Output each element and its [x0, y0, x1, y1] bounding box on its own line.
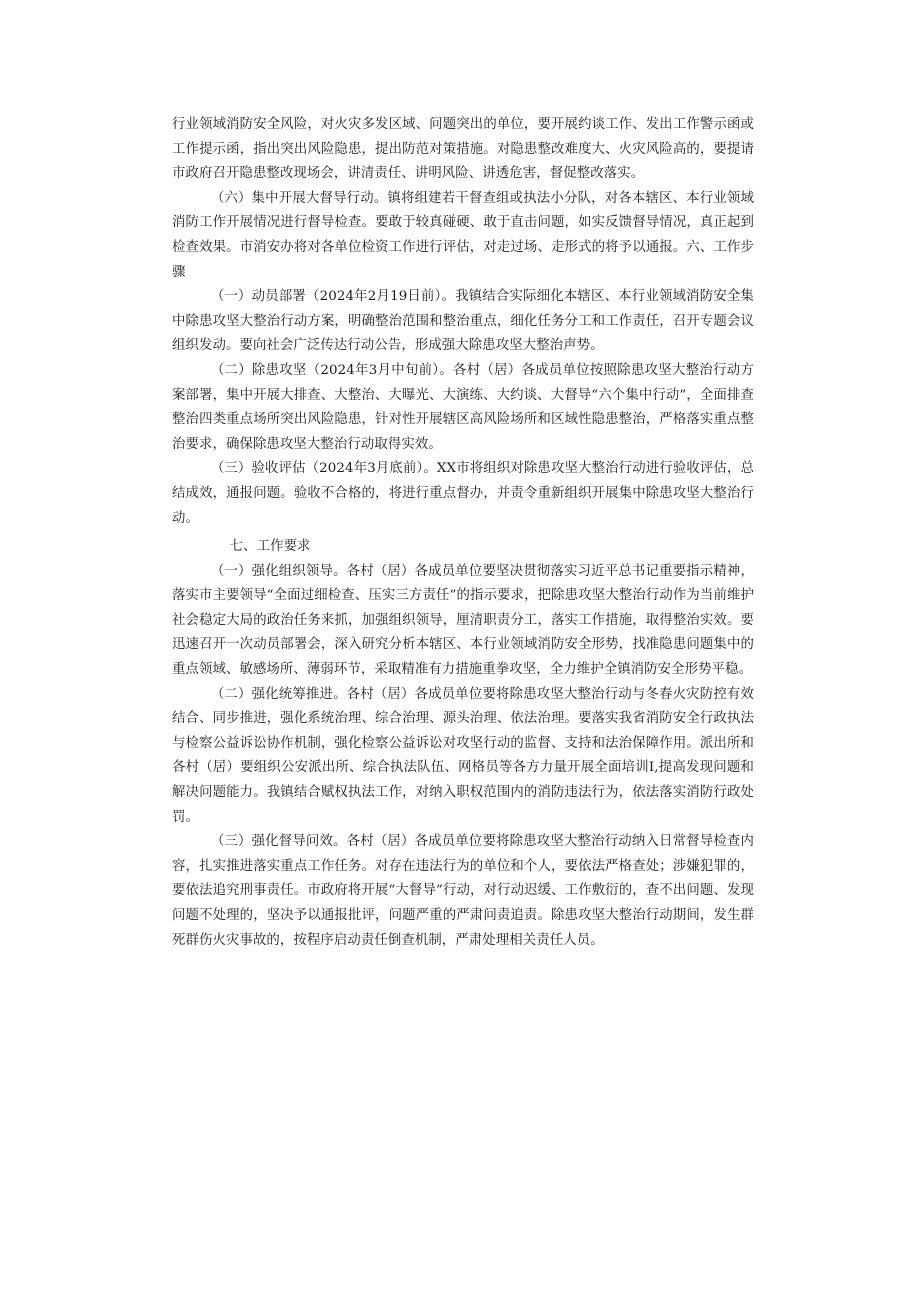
paragraph-supervision-accountability: （三）强化督导问效。各村（居）各成员单位要将除患攻坚大整治行动纳入日常督导检查内容，扎实推进落实重点工作任务。对存在违法行为的单位和个人，要依法严格查处；涉嫌犯罪的，要依法追究刑事责任。市政府将开展“大督导”行动，对行动迟缓、工作敷衍的，查不出问题、发现问题不处理的，坚决予以通报批评，问题严重的严肃问责追责。除患攻坚大整治行动期间，发生群死群伤火灾事故的，按程序启动责任倒查机制，严肃处理相关责任人员。 [172, 834, 754, 948]
paragraph-organizational-leadership: （一）强化组织领导。各村（居）各成员单位要坚决贯彻落实习近平总书记重要指示精神，落实市主要领导“全面过细检查、压实三方责任”的指示要求，把除患攻坚大整治行动作为当前维护社会稳定大局的政治任务来抓，加强组织领导，厘清职责分工，落实工作措施，取得整治实效。要迅速召开一次动员部署会，深入研究分析本辖区、本行业领域消防安全形势，找准隐患问题集中的重点领域、敏感场所、薄弱环节，采取精准有力措施重拳攻坚，全力维护全镇消防安全形势平稳。 [172, 563, 754, 678]
paragraph-acceptance-evaluation: （三）验收评估（2024年3月底前）。XX市将组织对除患攻坚大整治行动进行验收评估，总结成效，通报问题。验收不合格的，将进行重点督办，并责令重新组织开展集中除患攻坚大整治行动。 [172, 461, 754, 526]
paragraph-coordinated-promotion: （二）强化统筹推进。各村（居）各成员单位要将除患攻坚大整治行动与冬春火灾防控有效结合、同步推进，强化系统治理、综合治理、源头治理、依法治理。要落实我省消防安全行政执法与检察公益诉讼协作机制，强化检察公益诉讼对攻坚行动的监督、支持和法治保障作用。派出所和各村（居）要组织公安派出所、综合执法队伍、网格员等各方力量开展全面培训I,提高发现问题和解决问题能力。我镇结合赋权执法工作，对纳入职权范围内的消防违法行为，依法落实消防行政处罚。 [172, 686, 754, 825]
paragraph-inspection-action: （六）集中开展大督导行动。镇将组建若干督查组或执法小分队，对各本辖区、本行业领域消防工作开展情况进行督导检查。要敢于较真碰硬、敢于直击问题，如实反馈督导情况，真正起到检查效果。市消安办将对各单位检资工作进行评估，对走过场、走形式的将予以通报。六、工作步骤 [172, 190, 754, 280]
paragraph-hazard-removal: （二）除患攻坚（2024年3月中旬前）。各村（居）各成员单位按照除患攻坚大整治行动方案部署，集中开展大排查、大整治、大曝光、大演练、大约谈、大督导“六个集中行动”，全面排查整治四类重点场所突出风险隐患，针对性开展辖区高风险场所和区域性隐患整治，严格落实重点整治要求，确保除患攻坚大整治行动取得实效。 [172, 362, 754, 452]
paragraph-mobilization: （一）动员部署（2024年2月19日前）。我镇结合实际细化本辖区、本行业领域消防安全集中除患攻坚大整治行动方案，明确整治范围和整治重点，细化任务分工和工作责任，召开专题会议组织发动。要向社会广泛传达行动公告，形成强大除患攻坚大整治声势。 [172, 289, 754, 354]
paragraph-continuation: 行业领域消防安全风险，对火灾多发区域、问题突出的单位，要开展约谈工作、发出工作警示函或工作提示函，指出突出风险隐患，提出防范对策措施。对隐患整改难度大、火灾风险高的，要提请市政府召开隐患整改现场会，讲清责任、讲明风险、讲透危害，督促整改落实。 [172, 117, 754, 182]
section-heading-work-requirements: 七、工作要求 [229, 539, 311, 555]
document-page [172, 113, 754, 953]
